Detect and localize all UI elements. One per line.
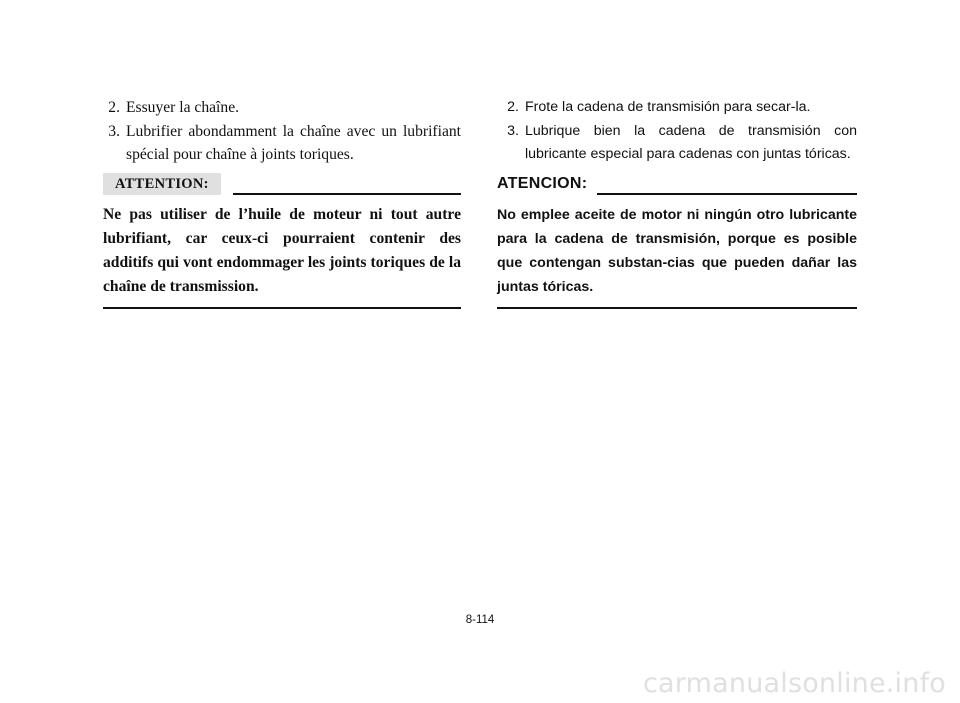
- caution-text-es: No emplee aceite de motor ni ningún otro lubricante para la cadena de transmisión, porque es posible que contengan substan-cias que pueden dañar las juntas tóricas.: [497, 206, 857, 295]
- caution-label: ATTENTION:: [103, 173, 221, 195]
- french-column: [103, 96, 461, 309]
- caution-label: ATENCION:: [497, 174, 588, 192]
- caution-end-rule: [103, 307, 461, 309]
- step-number: 2.: [507, 99, 519, 115]
- step-text: Lubrique bien la cadena de transmisión con lubricante especial para cadenas con juntas tóricas.: [525, 122, 857, 162]
- caution-rule: [233, 173, 461, 195]
- caution-header-es: [497, 173, 857, 195]
- caution-text-fr: Ne pas utiliser de l’huile de moteur ni tout autre lubrifiant, car ceux-ci pourraient contenir des additifs qui vont endommager les joints toriques de la chaîne de transmission.: [103, 205, 461, 295]
- spanish-column: [497, 96, 857, 309]
- caution-rule: [597, 173, 857, 195]
- caution-header-fr: [103, 173, 461, 195]
- watermark: carmanualsonline.info: [643, 668, 946, 699]
- page-number: 8-114: [465, 614, 495, 626]
- step-3-es: [497, 120, 857, 167]
- step-text: Frote la cadena de transmisión para secar-la.: [525, 99, 811, 115]
- step-2-es: [497, 96, 857, 120]
- caution-end-rule: [497, 307, 857, 309]
- step-text: Lubrifier abondamment la chaîne avec un lubrifiant spécial pour chaîne à joints toriques.: [126, 122, 461, 163]
- step-3-fr: [103, 120, 461, 167]
- step-number: 3.: [507, 122, 519, 139]
- step-number: 2.: [108, 99, 120, 116]
- step-text: Essuyer la chaîne.: [126, 99, 240, 116]
- step-2-fr: [103, 96, 461, 120]
- step-number: 3.: [108, 122, 120, 140]
